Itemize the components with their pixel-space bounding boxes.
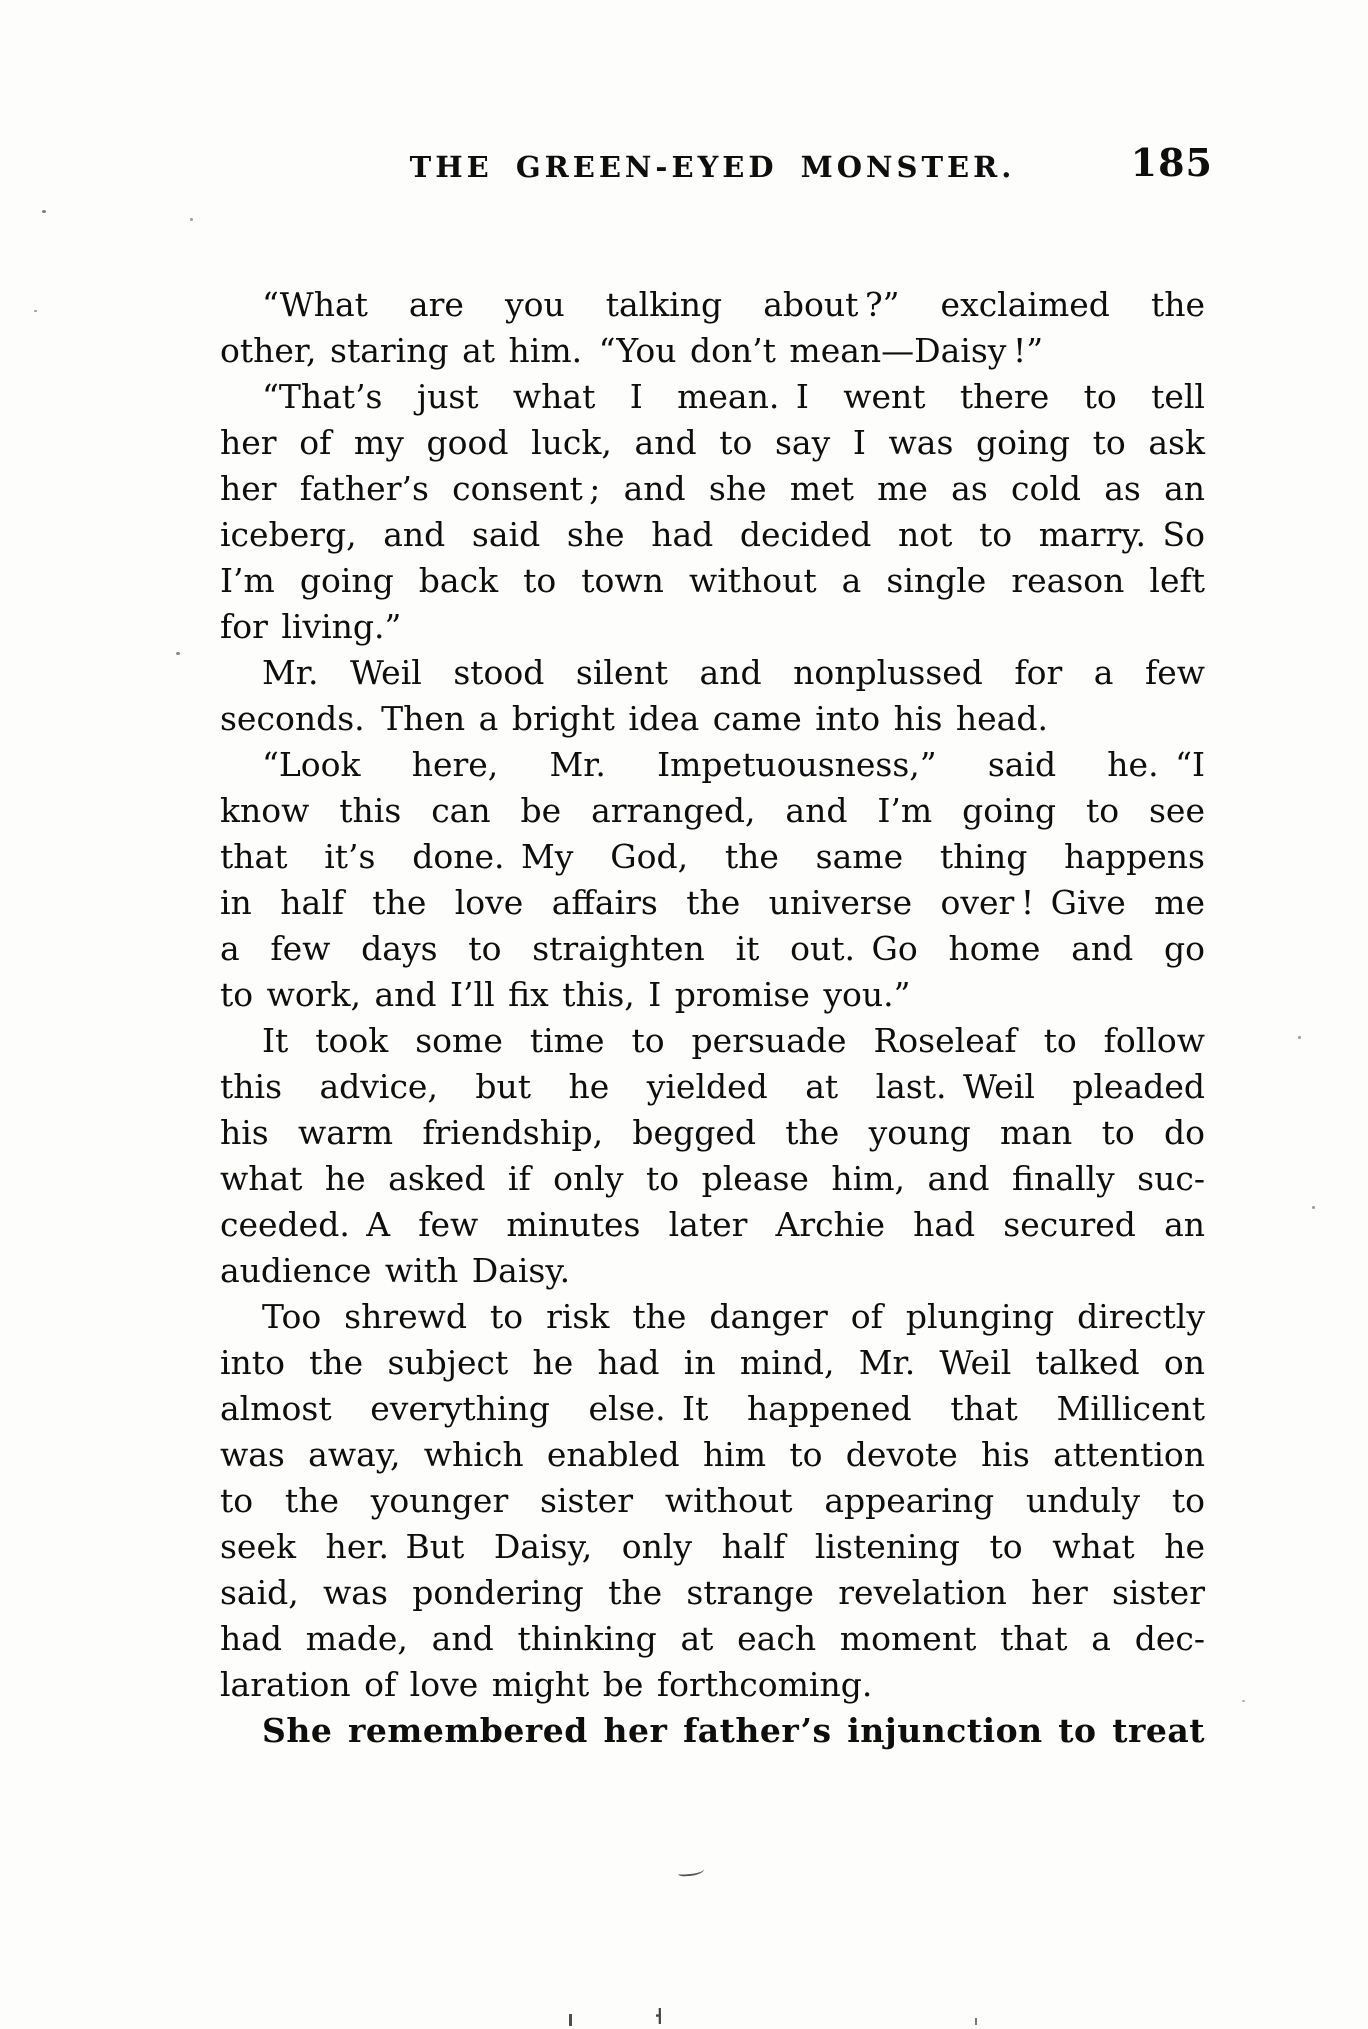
text-line: into the subject he had in mind, Mr. Weil talked on	[220, 1343, 1205, 1382]
text-line: had made, and thinking at each moment that a dec-	[220, 1619, 1205, 1658]
text-line: I’m going back to town without a single reason left	[220, 561, 1205, 600]
scan-mark	[656, 2008, 665, 2024]
text-line: ceeded. A few minutes later Archie had secured an	[220, 1205, 1205, 1244]
text-line: seek her. But Daisy, only half listening to what he	[220, 1527, 1205, 1566]
text-line: was away, which enabled him to devote his attention	[220, 1435, 1205, 1474]
scan-speck	[1312, 1206, 1315, 1209]
scan-squiggle	[678, 1865, 705, 1877]
text-line: It took some time to persuade Roseleaf to follow	[262, 1021, 1205, 1060]
text-line: “What are you talking about ?” exclaimed the	[262, 285, 1205, 324]
chapter-running-title: THE GREEN-EYED MONSTER.	[409, 150, 1016, 184]
text-line: her of my good luck, and to say I was going to ask	[220, 423, 1205, 462]
scan-mark	[975, 2018, 977, 2025]
text-line: for living.”	[220, 607, 402, 646]
text-line: her father’s consent ; and she met me as cold as an	[220, 469, 1205, 508]
page-text	[220, 282, 1205, 1754]
scan-speck	[34, 310, 37, 312]
text-line: other, staring at him. “You don’t mean—Daisy !”	[220, 331, 1044, 370]
text-line: Too shrewd to risk the danger of plunging directly	[262, 1297, 1205, 1336]
text-line: almost everything else. It happened that Millicent	[220, 1389, 1205, 1428]
scan-speck	[42, 210, 46, 213]
text-line: Mr. Weil stood silent and nonplussed for a few	[262, 653, 1205, 692]
text-line: “Look here, Mr. Impetuousness,” said he. “I	[262, 745, 1205, 784]
scan-speck	[1298, 1036, 1301, 1039]
scan-speck	[1242, 1700, 1245, 1702]
text-line: said, was pondering the strange revelation her sister	[220, 1573, 1205, 1612]
text-line: to work, and I’ll fix this, I promise you.”	[220, 975, 911, 1014]
text-line: what he asked if only to please him, and finally suc-	[220, 1159, 1205, 1198]
text-line: audience with Daisy.	[220, 1251, 571, 1290]
text-line: She remembered her father’s injunction to treat	[262, 1711, 1205, 1750]
text-line: laration of love might be forthcoming.	[220, 1665, 873, 1704]
text-line: to the younger sister without appearing unduly to	[220, 1481, 1205, 1520]
scan-speck	[176, 652, 180, 655]
text-line: know this can be arranged, and I’m going to see	[220, 791, 1205, 830]
running-header	[220, 140, 1213, 194]
scan-speck	[190, 218, 193, 221]
text-line: in half the love affairs the universe over ! Give me	[220, 883, 1205, 922]
scan-mark	[569, 2014, 572, 2026]
text-line: this advice, but he yielded at last. Weil pleaded	[220, 1067, 1205, 1106]
text-line: “That’s just what I mean. I went there to tell	[262, 377, 1205, 416]
text-line: a few days to straighten it out. Go home and go	[220, 929, 1205, 968]
text-line: that it’s done. My God, the same thing happens	[220, 837, 1205, 876]
page-number: 185	[1130, 140, 1213, 185]
text-line: iceberg, and said she had decided not to marry. So	[220, 515, 1205, 554]
text-line: seconds. Then a bright idea came into his head.	[220, 699, 1048, 738]
text-line: his warm friendship, begged the young man to do	[220, 1113, 1205, 1152]
